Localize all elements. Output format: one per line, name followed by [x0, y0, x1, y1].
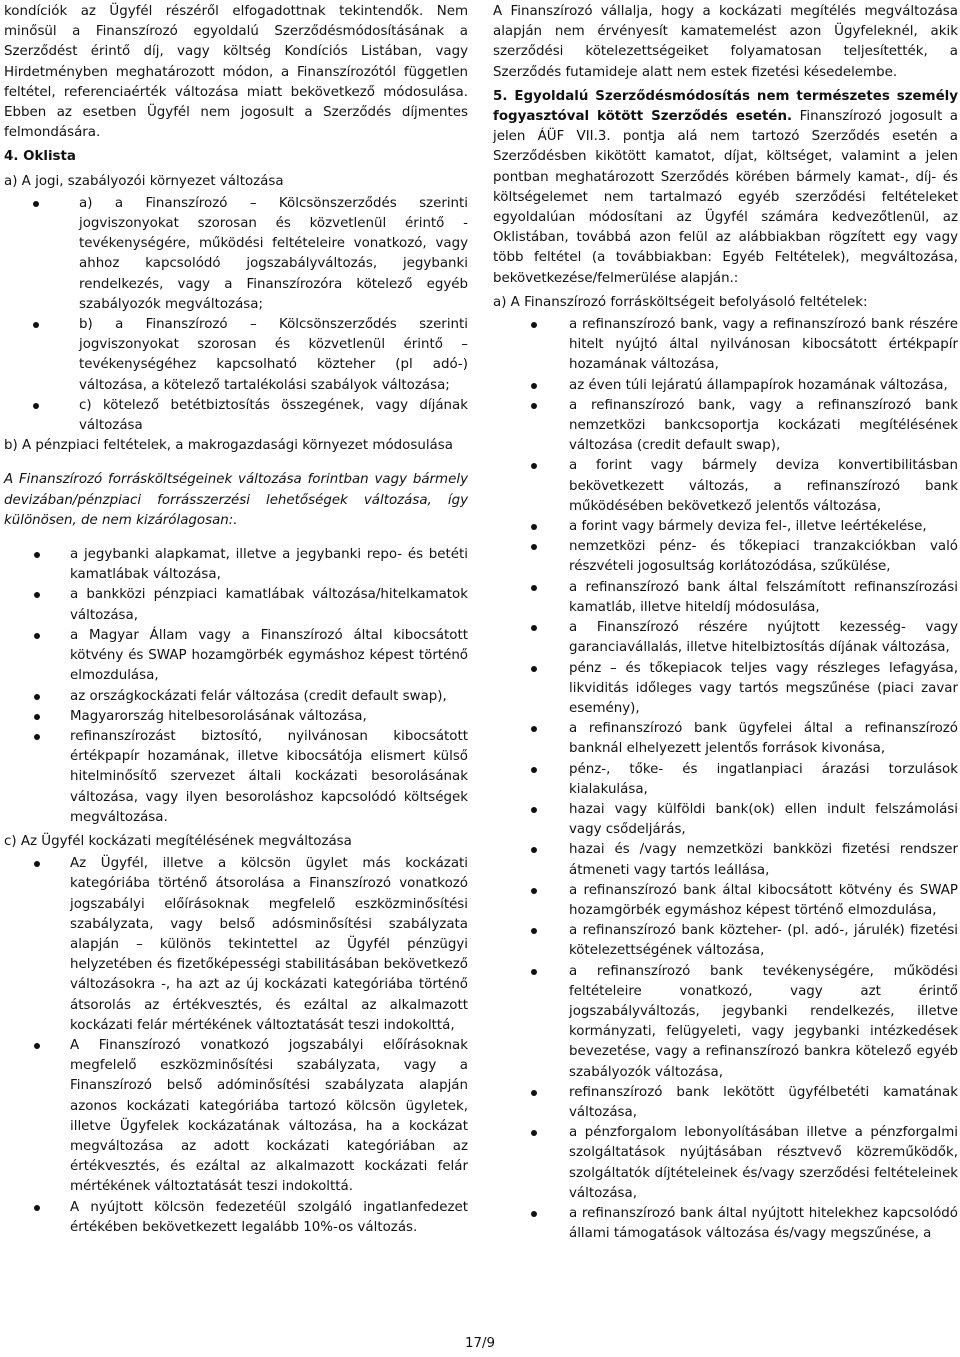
left-intro-paragraph: kondíciók az Ügyfél részéről elfogadottnak tekintendők. Nem minősül a Finanszírozó egyoldalú Szerződésmódosításának a Szerződést érintő díj, vagy költség Kondíciós Listában, vagy Hirdetményben meghatározott módon, a Finanszírozótól független feltétel, referenciaérték változása miatt bekövetkező módosulása. Ebben az esetben Ügyfél nem jogosult a Szerződés díjmentes felmondására. — [4, 4, 468, 141]
subsection-a-heading: a) A jogi, szabályozói környezet változása — [4, 173, 284, 189]
list-item: Magyarország hitelbesorolásának változása, — [4, 707, 468, 727]
list-c — [4, 854, 468, 1238]
list-a — [4, 194, 468, 436]
list-item: a bankközi pénzpiaci kamatlábak változása/hitelkamatok változása, — [4, 585, 468, 625]
list-item: a jegybanki alapkamat, illetve a jegybanki repo- és betéti kamatlábak változása, — [4, 545, 468, 585]
list-b — [4, 545, 468, 828]
list-item: a refinanszírozó bank közteher- (pl. adó-, járulék) fizetési kötelezettségének változása, — [493, 921, 958, 961]
right-column — [493, 2, 958, 1244]
list-item: nemzetközi pénz- és tőkepiaci tranzakciókban való részvételi jogosultság korlátozódása, szűkülése, — [493, 537, 958, 577]
list-item: a Finanszírozó részére nyújtott kezesség- vagy garanciavállalás, illetve hitelbiztosítás díjának változása, — [493, 618, 958, 658]
list-item: A Finanszírozó vonatkozó jogszabályi előírásoknak megfelelő eszközminősítési szabályzata, vagy a Finanszírozó belső adóminősítési szabályzata alapján azonos kockázati kategóriába tartozó kölcsön ügyletek, illetve Ügyfelek kockázatának változása, ha a kockázat megváltozása az adott kockázati kategóriában az értékvesztés, és ezáltal az alkalmazott kockázati felár mértékének változtatását teszi indokolttá. — [4, 1036, 468, 1198]
subsection-c-heading: c) Az Ügyfél kockázati megítélésének megváltozása — [4, 833, 352, 849]
list-item: A nyújtott kölcsön fedezetéül szolgáló ingatlanfedezet értékében bekövetkezett legalább 10%-os változás. — [4, 1198, 468, 1238]
list-item: a forint vagy bármely deviza konvertibilitásban bekövetkezett változás, a refinanszírozó bank működésében bekövetkező jelentős változása, — [493, 456, 958, 517]
section-4-heading: 4. Oklista — [4, 149, 76, 165]
list-item: a refinanszírozó bank által nyújtott hitelekhez kapcsolódó állami támogatások változása és/vagy megszűnése, a — [493, 1204, 958, 1244]
list-item: pénz-, tőke- és ingatlanpiaci árazási torzulások kialakulása, — [493, 760, 958, 800]
section-5-text: Finanszírozó jogosult a jelen ÁÜF VII.3. pontja alá nem tartozó Szerződés esetén a Szerződésben kikötött kamatot, díjat, költséget, valamint a jelen pontban meghatározott Szerződés körében bármely kamat-, díj- és költségelemet nem tartalmazó egyéb szerződési feltételeket egyoldalúan módosítani az Ügyfél számára kedvezőtlenül, az Oklistában, továbbá azon felül az alábbiakban rögzített egy vagy több feltétel (a továbbiakban: Egyéb Feltételek), megváltozása, bekövetkezése/felmerülése alapján.: — [493, 109, 958, 286]
list-item: a refinanszírozó bank tevékenységére, működési feltételeire vonatkozó, vagy azt érintő jogszabályváltozás, jegybanki rendelkezés, illetve kormányzati, felügyeleti, vagy jegybanki intézkedések bevezetése, vagy a refinanszírozó bankra kötelező egyéb szabályozók változása, — [493, 962, 958, 1083]
right-list — [493, 315, 958, 1244]
section-5-heading: 5. Egyoldalú Szerződésmódosítás nem természetes személy fogyasztóval kötött Szerződés esetén. — [493, 88, 958, 125]
right-subsection-a-heading: a) A Finanszírozó forrásköltségeit befolyásoló feltételek: — [493, 294, 868, 310]
list-item: a Magyar Állam vagy a Finanszírozó által kibocsátott kötvény és SWAP hozamgörbék egymáshoz képest történő elmozdulása, — [4, 626, 468, 687]
list-item: pénz – és tőkepiacok teljes vagy részleges lefagyása, likviditás időleges vagy tartós megszűnése (piaci zavar esemény), — [493, 659, 958, 720]
list-item: b) a Finanszírozó – Kölcsönszerződés szerinti jogviszonyokat szorosan és közvetlenül érintő – tevékenységéhez kapcsolható közteher (pl adó-) változása, a kötelező tartalékolási szabályok változása; — [4, 315, 468, 396]
list-item: refinanszírozást biztosító, nyilvánosan kibocsátott értékpapír hozamának, illetve kibocsátója elismert külső hitelminősítő szervezet általi kockázati besorolásának változása, vagy ilyen besoroláshoz kapcsolódó költségek megváltozása. — [4, 727, 468, 828]
list-item: c) kötelező betétbiztosítás összegének, vagy díjának változása — [4, 396, 468, 436]
right-intro-paragraph: A Finanszírozó vállalja, hogy a kockázati megítélés megváltozása alapján nem érvényesít kamatemelést azon Ügyfeleknél, akik szerződési kötelezettségeiket folyamatosan teljesítették, a Szerződés futamideje alatt nem estek fizetési késedelembe. — [493, 4, 958, 80]
list-item: a pénzforgalom lebonyolításában illetve a pénzforgalmi szolgáltatások nyújtásában résztvevő közreműködők, szolgáltatók díjtételeinek és/vagy szerződési feltételeinek változása, — [493, 1123, 958, 1204]
list-item: hazai vagy külföldi bank(ok) ellen indult felszámolási vagy csődeljárás, — [493, 800, 958, 840]
list-item: a refinanszírozó bank, vagy a refinanszírozó bank részére hitelt nyújtó által nyilvánosan kibocsátott értékpapír hozamának változása, — [493, 315, 958, 376]
page-number: 17/9 — [464, 1336, 496, 1351]
list-item: a refinanszírozó bank ügyfelei által a refinanszírozó banknál elhelyezett jelentős források kivonása, — [493, 719, 958, 759]
list-item: a refinanszírozó bank, vagy a refinanszírozó bank nemzetközi bankcsoportja kockázati megítélésének változása (credit default swap), — [493, 396, 958, 457]
list-item: a refinanszírozó bank által kibocsátott kötvény és SWAP hozamgörbék egymáshoz képest történő elmozdulása, — [493, 881, 958, 921]
list-item: a) a Finanszírozó – Kölcsönszerződés szerinti jogviszonyokat szorosan és közvetlenül érintő - tevékenységére, működési feltételeire vonatkozó, vagy ahhoz kapcsolódó jogszabályváltozás, jegybanki rendelkezés, vagy a Finanszírozóra kötelező egyéb szabályozók megváltozása; — [4, 194, 468, 315]
list-item: hazai és /vagy nemzetközi bankközi fizetési rendszer átmeneti vagy tartós leállása, — [493, 840, 958, 880]
subsection-b-italic-intro: A Finanszírozó forrásköltségeinek változása forintban vagy bármely devizában/pénzpiaci forrásszerzési lehetőségek változása, így különösen, de nem kizárólagosan:. — [4, 472, 468, 528]
list-item: refinanszírozó bank lekötött ügyfélbetéti kamatának változása, — [493, 1083, 958, 1123]
list-item: Az Ügyfél, illetve a kölcsön ügylet más kockázati kategóriába történő átsorolása a Finanszírozó vonatkozó jogszabályi előírásoknak megfelelő eszközminősítési szabályzata, vagy belső adósminősítési szabályzata alapján – különös tekintettel az Ügyfél pénzügyi helyzetében és fizetőképességi stabilitásában bekövetkező változásokra -, ha azt az új kockázati kategóriába történő átsorolás az értékvesztés, és ezáltal az alkalmazott kockázati felár mértékének változtatását teszi indokolttá, — [4, 854, 468, 1036]
list-item: az országkockázati felár változása (credit default swap), — [4, 687, 468, 707]
left-column — [4, 2, 468, 1238]
subsection-b-heading: b) A pénzpiaci feltételek, a makrogazdasági környezet módosulása — [4, 438, 453, 454]
list-item: a refinanszírozó bank által felszámított refinanszírozási kamatláb, illetve hiteldíj módosulása, — [493, 578, 958, 618]
list-item: a forint vagy bármely deviza fel-, illetve leértékelése, — [493, 517, 958, 537]
section-5-paragraph — [493, 87, 958, 289]
list-item: az éven túli lejáratú állampapírok hozamának változása, — [493, 376, 958, 396]
